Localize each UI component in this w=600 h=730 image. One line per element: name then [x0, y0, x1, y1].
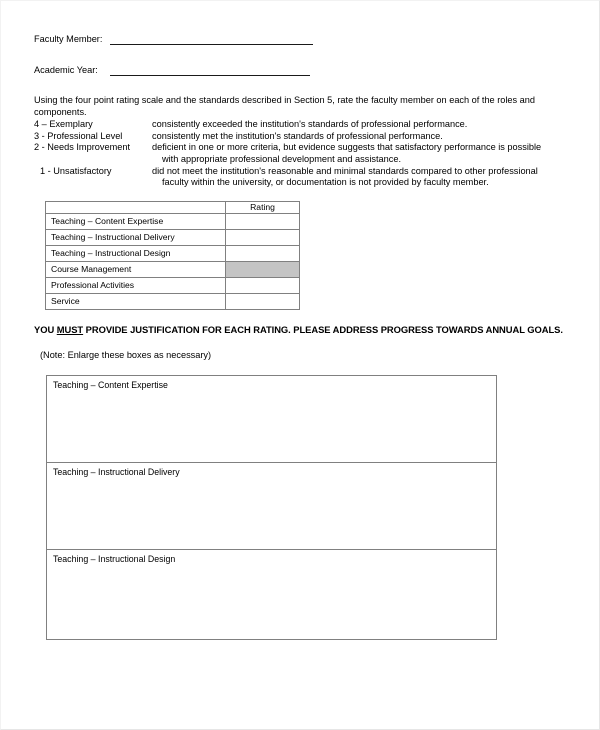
rating-scale-description-text: consistently met the institution's standards of professional performance.: [152, 130, 443, 141]
academic-year-label: Academic Year:: [34, 65, 98, 75]
rating-scale-item: [34, 166, 582, 189]
rating-input-cell[interactable]: [226, 213, 300, 229]
justification-boxes-container: [46, 375, 497, 640]
table-row: [46, 229, 300, 245]
rating-table: [45, 201, 300, 310]
rating-input-cell[interactable]: [226, 293, 300, 309]
notice-text-after: PROVIDE JUSTIFICATION FOR EACH RATING. PLEASE ADDRESS PROGRESS TOWARDS ANNUAL GOALS.: [83, 323, 563, 335]
rating-table-container: [45, 201, 582, 310]
rating-scale-description-text: consistently exceeded the institution's standards of professional performance.: [152, 119, 468, 130]
justification-box-instructional-delivery[interactable]: [47, 463, 496, 550]
rating-scale-description-continued: with appropriate professional development and assistance.: [162, 153, 402, 164]
faculty-member-input[interactable]: [110, 34, 313, 45]
rating-scale-item: [34, 119, 582, 131]
table-cell-item: Teaching – Instructional Delivery: [46, 229, 226, 245]
justification-box-label: Teaching – Instructional Design: [53, 553, 176, 564]
justification-box-content-expertise[interactable]: [47, 376, 496, 463]
rating-input-cell[interactable]: [226, 229, 300, 245]
table-row: [46, 277, 300, 293]
table-cell-item: Professional Activities: [46, 277, 226, 293]
rating-scale-list: [34, 119, 582, 189]
rating-scale-item: [34, 131, 582, 143]
notice-text-emphasis: MUST: [56, 323, 84, 335]
table-cell-item: Service: [46, 293, 226, 309]
justification-box-instructional-design[interactable]: [47, 550, 496, 639]
table-header-blank: [46, 201, 226, 213]
rating-scale-description: [152, 131, 582, 143]
table-header-rating: Rating: [226, 201, 300, 213]
table-cell-item: Teaching – Instructional Design: [46, 245, 226, 261]
rating-scale-term: 4 – Exemplary: [34, 119, 93, 130]
table-row: [46, 213, 300, 229]
rating-scale-item: [34, 142, 582, 165]
rating-input-cell[interactable]: [226, 245, 300, 261]
rating-scale-term: 1 - Unsatisfactory: [40, 165, 112, 176]
rating-scale-description-continued: faculty within the university, or documentation is not provided by faculty member.: [162, 177, 489, 188]
table-cell-item: Course Management: [46, 261, 226, 277]
table-header-row: [46, 201, 300, 213]
justification-notice: [34, 324, 580, 336]
document-content: [34, 33, 582, 640]
enlarge-boxes-note: (Note: Enlarge these boxes as necessary): [40, 349, 212, 360]
rating-scale-term: 3 - Professional Level: [34, 130, 123, 141]
rating-scale-description-text: did not meet the institution's reasonable and minimal standards compared to other professional: [152, 165, 538, 176]
table-cell-item: Teaching – Content Expertise: [46, 213, 226, 229]
rating-scale-description: [152, 166, 582, 189]
rating-scale-description-text: deficient in one or more criteria, but evidence suggests that satisfactory performance is possible: [152, 142, 542, 153]
notice-text-before: YOU: [34, 323, 57, 335]
justification-box-label: Teaching – Instructional Delivery: [53, 466, 180, 477]
table-row: [46, 293, 300, 309]
instructions-paragraph: Using the four point rating scale and the standards described in Section 5, rate the faculty member on each of the roles and components.: [34, 95, 536, 117]
justification-box-label: Teaching – Content Expertise: [53, 379, 168, 390]
table-row: [46, 245, 300, 261]
academic-year-row: [34, 64, 582, 76]
rating-input-cell[interactable]: [226, 277, 300, 293]
table-row: [46, 261, 300, 277]
rating-scale-description: [152, 142, 582, 165]
faculty-member-row: [34, 33, 582, 45]
rating-input-cell-selected[interactable]: [226, 261, 300, 277]
academic-year-input[interactable]: [110, 65, 310, 76]
rating-scale-term: 2 - Needs Improvement: [34, 142, 130, 153]
faculty-member-label: Faculty Member:: [34, 34, 103, 44]
rating-scale-description: [152, 119, 582, 131]
